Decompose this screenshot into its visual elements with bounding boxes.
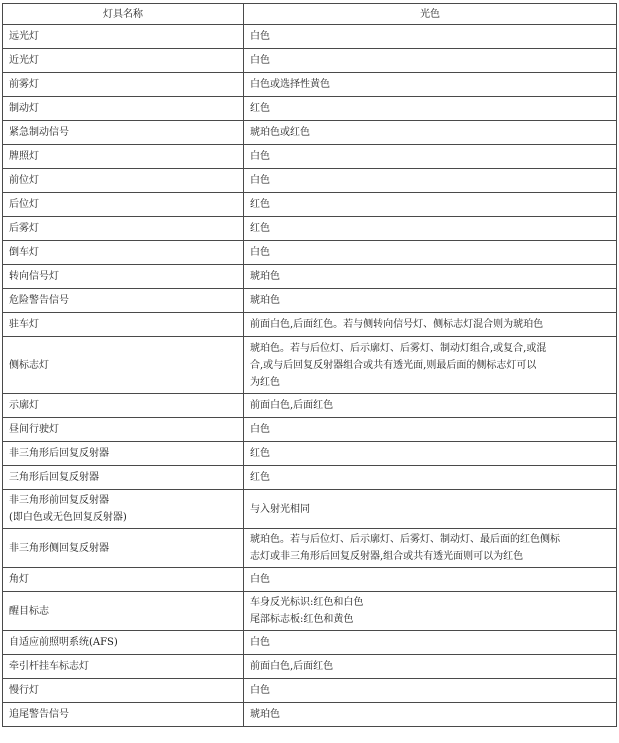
lamp-name-cell xyxy=(3,25,244,49)
table-row xyxy=(3,97,617,121)
lamp-name-text: 前雾灯 xyxy=(9,79,39,90)
lamp-name-cell xyxy=(3,631,244,655)
table-header-row xyxy=(3,4,617,25)
lamp-name-cell xyxy=(3,703,244,727)
light-color-cell xyxy=(244,265,617,289)
lamp-name-text: 后位灯 xyxy=(9,199,39,210)
table-row xyxy=(3,265,617,289)
lamp-name-text: 后雾灯 xyxy=(9,223,39,234)
lamp-name-text: 危险警告信号 xyxy=(9,295,69,306)
light-color-cell xyxy=(244,169,617,193)
lamp-name-text: 非三角形前回复反射器 xyxy=(9,495,109,506)
light-color-text: 前面白色,后面红色。若与侧转向信号灯、侧标志灯混合则为琥珀色 xyxy=(250,319,544,330)
lamp-name-text: 慢行灯 xyxy=(9,685,39,696)
table-row xyxy=(3,217,617,241)
light-color-cell xyxy=(244,529,617,568)
lamp-name-cell xyxy=(3,49,244,73)
lamp-name-text: 制动灯 xyxy=(9,103,39,114)
light-color-cell xyxy=(244,679,617,703)
lamp-name-cell xyxy=(3,679,244,703)
light-color-text: 琥珀色。若与后位灯、后示廓灯、后雾灯、制动灯组合,或复合,或混 xyxy=(250,342,547,354)
lamp-name-text: 昼间行驶灯 xyxy=(9,424,59,435)
table-row xyxy=(3,592,617,631)
light-color-cell xyxy=(244,73,617,97)
light-color-text: 白色 xyxy=(250,424,270,435)
lamp-name-text: 转向信号灯 xyxy=(9,271,59,282)
light-color-cell xyxy=(244,655,617,679)
lamp-name-text: 倒车灯 xyxy=(9,247,39,258)
lamp-name-cell xyxy=(3,394,244,418)
light-color-cell xyxy=(244,466,617,490)
table-row xyxy=(3,337,617,394)
light-color-cell xyxy=(244,631,617,655)
light-color-cell xyxy=(244,418,617,442)
lamp-name-text: (即白色或无色回复反射器) xyxy=(9,512,127,523)
light-color-text: 红色 xyxy=(250,472,270,483)
light-color-text: 白色 xyxy=(250,55,270,66)
lamp-name-cell xyxy=(3,121,244,145)
table-row xyxy=(3,679,617,703)
lamp-name-text: 三角形后回复反射器 xyxy=(9,472,99,483)
lamp-name-cell xyxy=(3,466,244,490)
lamp-name-cell xyxy=(3,568,244,592)
table-row xyxy=(3,394,617,418)
lamp-name-cell xyxy=(3,418,244,442)
light-color-cell xyxy=(244,49,617,73)
lamp-name-text: 非三角形侧回复反射器 xyxy=(9,542,109,554)
light-color-cell xyxy=(244,217,617,241)
light-color-table xyxy=(2,3,617,727)
lamp-name-text: 牵引杆挂车标志灯 xyxy=(9,661,89,672)
lamp-name-cell xyxy=(3,97,244,121)
lamp-name-cell xyxy=(3,529,244,568)
light-color-text: 前面白色,后面红色 xyxy=(250,400,334,411)
table-row xyxy=(3,193,617,217)
light-color-text: 车身反光标识:红色和白色 xyxy=(250,597,364,608)
table-row xyxy=(3,169,617,193)
light-color-text: 红色 xyxy=(250,199,270,210)
light-color-cell xyxy=(244,193,617,217)
lamp-name-cell xyxy=(3,241,244,265)
lamp-name-text: 自适应前照明系统(AFS) xyxy=(9,637,118,648)
light-color-text: 琥珀色。若与后位灯、后示廓灯、后雾灯、制动灯、最后面的红色侧标 xyxy=(250,534,560,545)
light-color-text: 琥珀色 xyxy=(250,295,280,306)
lamp-name-text: 示廓灯 xyxy=(9,400,39,411)
lamp-name-text: 醒目标志 xyxy=(9,605,49,617)
light-color-cell xyxy=(244,703,617,727)
table-row xyxy=(3,703,617,727)
table-row xyxy=(3,655,617,679)
lamp-name-text: 前位灯 xyxy=(9,175,39,186)
table-row xyxy=(3,631,617,655)
header-light-color: 光色 xyxy=(244,4,617,25)
table-row xyxy=(3,289,617,313)
light-color-cell xyxy=(244,97,617,121)
light-color-text: 为红色 xyxy=(250,376,280,388)
light-color-text: 红色 xyxy=(250,448,270,459)
light-color-cell xyxy=(244,394,617,418)
table-row xyxy=(3,490,617,529)
lamp-name-text: 侧标志灯 xyxy=(9,359,49,371)
light-color-text: 琥珀色 xyxy=(250,709,280,720)
lamp-name-cell xyxy=(3,73,244,97)
lamp-name-text: 驻车灯 xyxy=(9,319,39,330)
table-body xyxy=(3,25,617,727)
light-color-cell xyxy=(244,568,617,592)
table-row xyxy=(3,418,617,442)
light-color-text: 前面白色,后面红色 xyxy=(250,661,334,672)
table-row xyxy=(3,529,617,568)
light-color-text: 志灯或非三角形后回复反射器,组合或共有透光面则可以为红色 xyxy=(250,551,524,562)
light-color-cell xyxy=(244,145,617,169)
lamp-name-text: 追尾警告信号 xyxy=(9,709,69,720)
light-color-text: 白色 xyxy=(250,151,270,162)
lamp-name-cell xyxy=(3,592,244,631)
lamp-name-cell xyxy=(3,193,244,217)
header-lamp-name: 灯具名称 xyxy=(3,4,244,25)
light-color-text: 琥珀色或红色 xyxy=(250,127,310,138)
table-row xyxy=(3,466,617,490)
lamp-name-cell xyxy=(3,655,244,679)
light-color-cell xyxy=(244,289,617,313)
light-color-table-wrapper xyxy=(2,3,617,727)
light-color-text: 红色 xyxy=(250,223,270,234)
light-color-text: 白色或选择性黄色 xyxy=(250,79,330,90)
light-color-text: 红色 xyxy=(250,103,270,114)
table-row xyxy=(3,241,617,265)
table-row xyxy=(3,121,617,145)
light-color-text: 白色 xyxy=(250,247,270,258)
lamp-name-cell xyxy=(3,145,244,169)
table-row xyxy=(3,313,617,337)
light-color-text: 白色 xyxy=(250,175,270,186)
light-color-text: 与入射光相同 xyxy=(250,503,310,515)
light-color-text: 合,或与后回复反射器组合或共有透光面,则最后面的侧标志灯可以 xyxy=(250,359,537,371)
light-color-cell xyxy=(244,313,617,337)
light-color-text: 白色 xyxy=(250,574,270,585)
light-color-text: 白色 xyxy=(250,685,270,696)
light-color-cell xyxy=(244,592,617,631)
lamp-name-cell xyxy=(3,442,244,466)
lamp-name-cell xyxy=(3,265,244,289)
table-row xyxy=(3,73,617,97)
lamp-name-cell xyxy=(3,217,244,241)
light-color-cell xyxy=(244,25,617,49)
lamp-name-cell xyxy=(3,490,244,529)
light-color-text: 尾部标志板:红色和黄色 xyxy=(250,614,354,625)
lamp-name-text: 牌照灯 xyxy=(9,151,39,162)
lamp-name-text: 紧急制动信号 xyxy=(9,127,69,138)
light-color-cell xyxy=(244,337,617,394)
light-color-cell xyxy=(244,442,617,466)
table-row xyxy=(3,568,617,592)
lamp-name-cell xyxy=(3,289,244,313)
table-row xyxy=(3,442,617,466)
light-color-text: 白色 xyxy=(250,637,270,648)
lamp-name-cell xyxy=(3,337,244,394)
light-color-cell xyxy=(244,121,617,145)
lamp-name-cell xyxy=(3,169,244,193)
lamp-name-text: 角灯 xyxy=(9,574,29,585)
lamp-name-cell xyxy=(3,313,244,337)
table-row xyxy=(3,49,617,73)
light-color-text: 琥珀色 xyxy=(250,271,280,282)
light-color-text: 白色 xyxy=(250,31,270,42)
lamp-name-text: 远光灯 xyxy=(9,31,39,42)
lamp-name-text: 近光灯 xyxy=(9,55,39,66)
light-color-cell xyxy=(244,490,617,529)
lamp-name-text: 非三角形后回复反射器 xyxy=(9,448,109,459)
light-color-cell xyxy=(244,241,617,265)
table-row xyxy=(3,145,617,169)
table-row xyxy=(3,25,617,49)
